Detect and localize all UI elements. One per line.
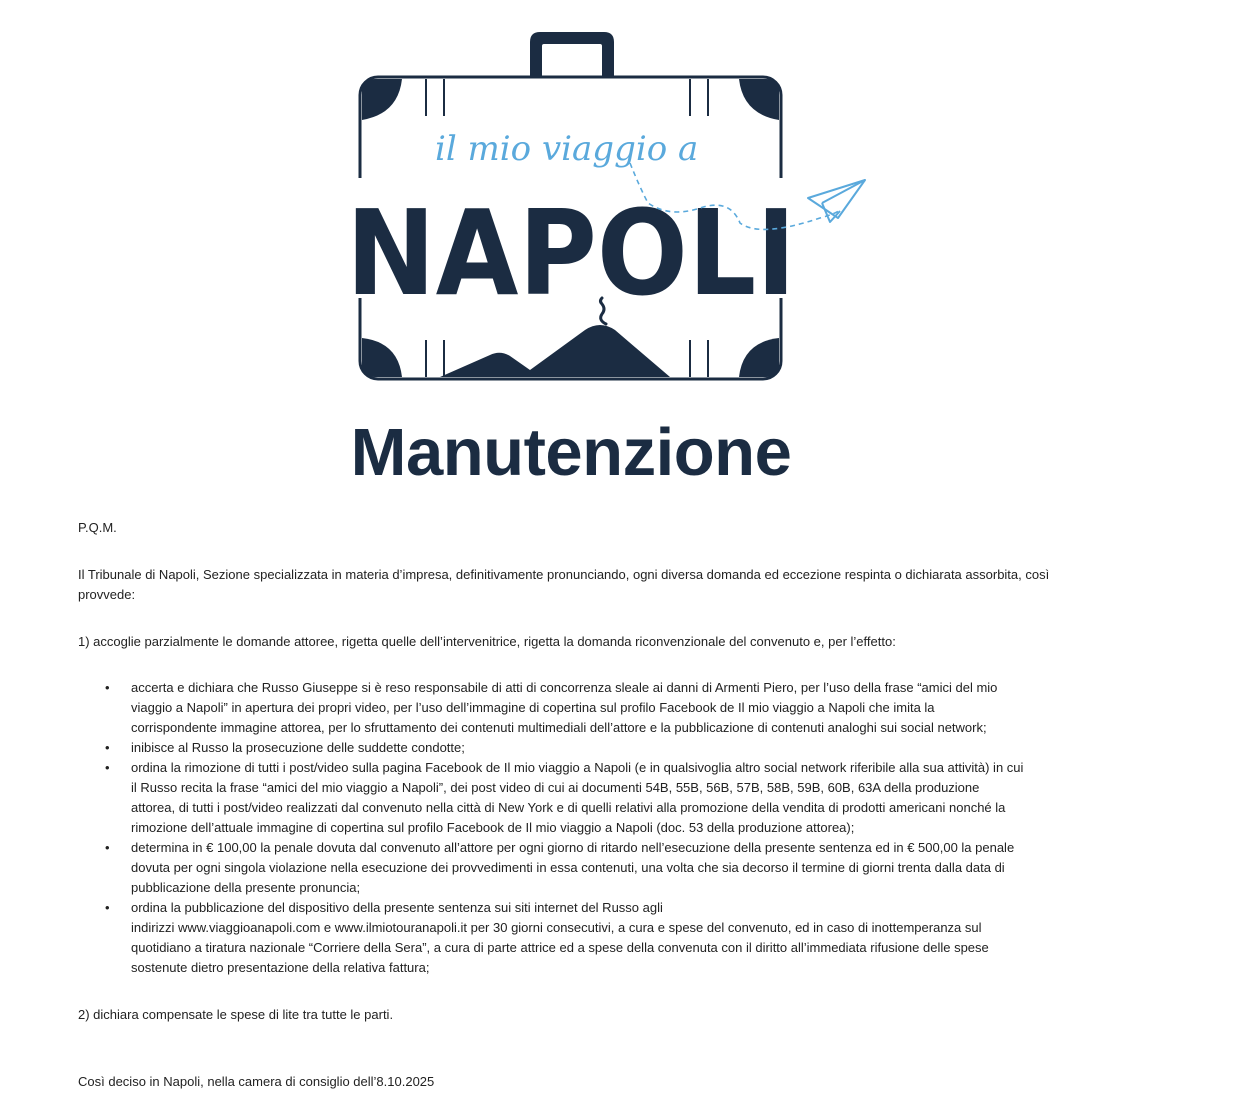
orders-list <box>78 678 1068 978</box>
list-item: • inibisce al Russo la prosecuzione delle suddette condotte; <box>78 738 1068 758</box>
point-two: 2) dichiara compensate le spese di lite tra tutte le parti. <box>78 1007 394 1022</box>
list-item: • determina in € 100,00 la penale dovuta dal convenuto all’attore per ogni giorno di ritardo nell’esecuzione della presente sentenza ed in € 500,00 la penale dovuta per ogni singola violazione nella esecuzione dei provvedimenti in essa contenuti, una volta che sia decorso il termine di giorni trenta dalla data di pubblicazione della presente pronuncia; <box>105 840 1015 895</box>
bullet-icon: • <box>105 740 110 755</box>
list-item: • ordina la rimozione di tutti i post/video sulla pagina Facebook de Il mio viaggio a Napoli (e in qualsivoglia altro social network riferibile alla sua attività) in cui il Russo recita la frase “amici del mio viaggio a Napoli”, dei post video di cui ai documenti 54B, 55B, 56B, 57B, 58B, 59B, 60B, 63A della produzione attorea, di tutti i post/video realizzati dal convenuto nella città di New York e di quelli relativi alla promozione della vendita di prodotti americani nonché la rimozione dell’attuale immagine di copertina sul profilo Facebook de Il mio viaggio a Napoli (doc. 53 della produzione attorea); <box>105 760 1024 835</box>
suitcase-handle-icon <box>530 32 614 78</box>
bullet-icon: • <box>105 760 110 775</box>
vesuvius-icon <box>440 325 670 377</box>
logo-tagline: il mio viaggio a <box>435 129 699 169</box>
bullet-icon: • <box>105 680 110 695</box>
paper-plane-icon <box>808 180 865 222</box>
logo-wordmark: NAPOLI <box>346 184 796 322</box>
bullet-icon: • <box>105 840 110 855</box>
page-title: Manutenzione <box>350 415 792 490</box>
point-one: 1) accoglie parzialmente le domande attoree, rigetta quelle dell’intervenitrice, rigetta la domanda riconvenzionale del convenuto e, per l’effetto: <box>78 634 896 649</box>
site-logo <box>340 28 880 388</box>
closing-line: Così deciso in Napoli, nella camera di consiglio dell’8.10.2025 <box>78 1074 435 1089</box>
intro-paragraph: Il Tribunale di Napoli, Sezione specializzata in materia d’impresa, definitivamente pronunciando, ogni diversa domanda ed eccezione respinta o dichiarata assorbita, così provvede: <box>78 567 1050 602</box>
list-item: • accerta e dichiara che Russo Giuseppe si è reso responsabile di atti di concorrenza sleale ai danni di Armenti Piero, per l’uso della frase “amici del mio viaggio a Napoli” in apertura dei propri video, per l’uso dell’immagine di copertina sul profilo Facebook de Il mio viaggio a Napoli che imita la corrispondente immagine attorea, per lo sfruttamento dei contenuti multimediali dell’attore e la pubblicazione di contenuti analoghi sui social network; <box>105 680 998 735</box>
document-heading: P.Q.M. <box>78 520 117 535</box>
bullet-icon: • <box>105 900 110 915</box>
list-item: • ordina la pubblicazione del dispositivo della presente sentenza sui siti internet del Russo agli indirizzi www.viaggioanapoli.com e www.ilmiotouranapoli.it per 30 giorni consecutivi, a cura e spese del convenuto, ed in caso di inottemperanza sul quotidiano a tiratura nazionale “Corriere della Sera”, a cura di parte attrice ed a spese della convenuta con il diritto all’immediata rifusione delle spese sostenute dietro presentazione della relativa fattura; <box>105 900 989 975</box>
